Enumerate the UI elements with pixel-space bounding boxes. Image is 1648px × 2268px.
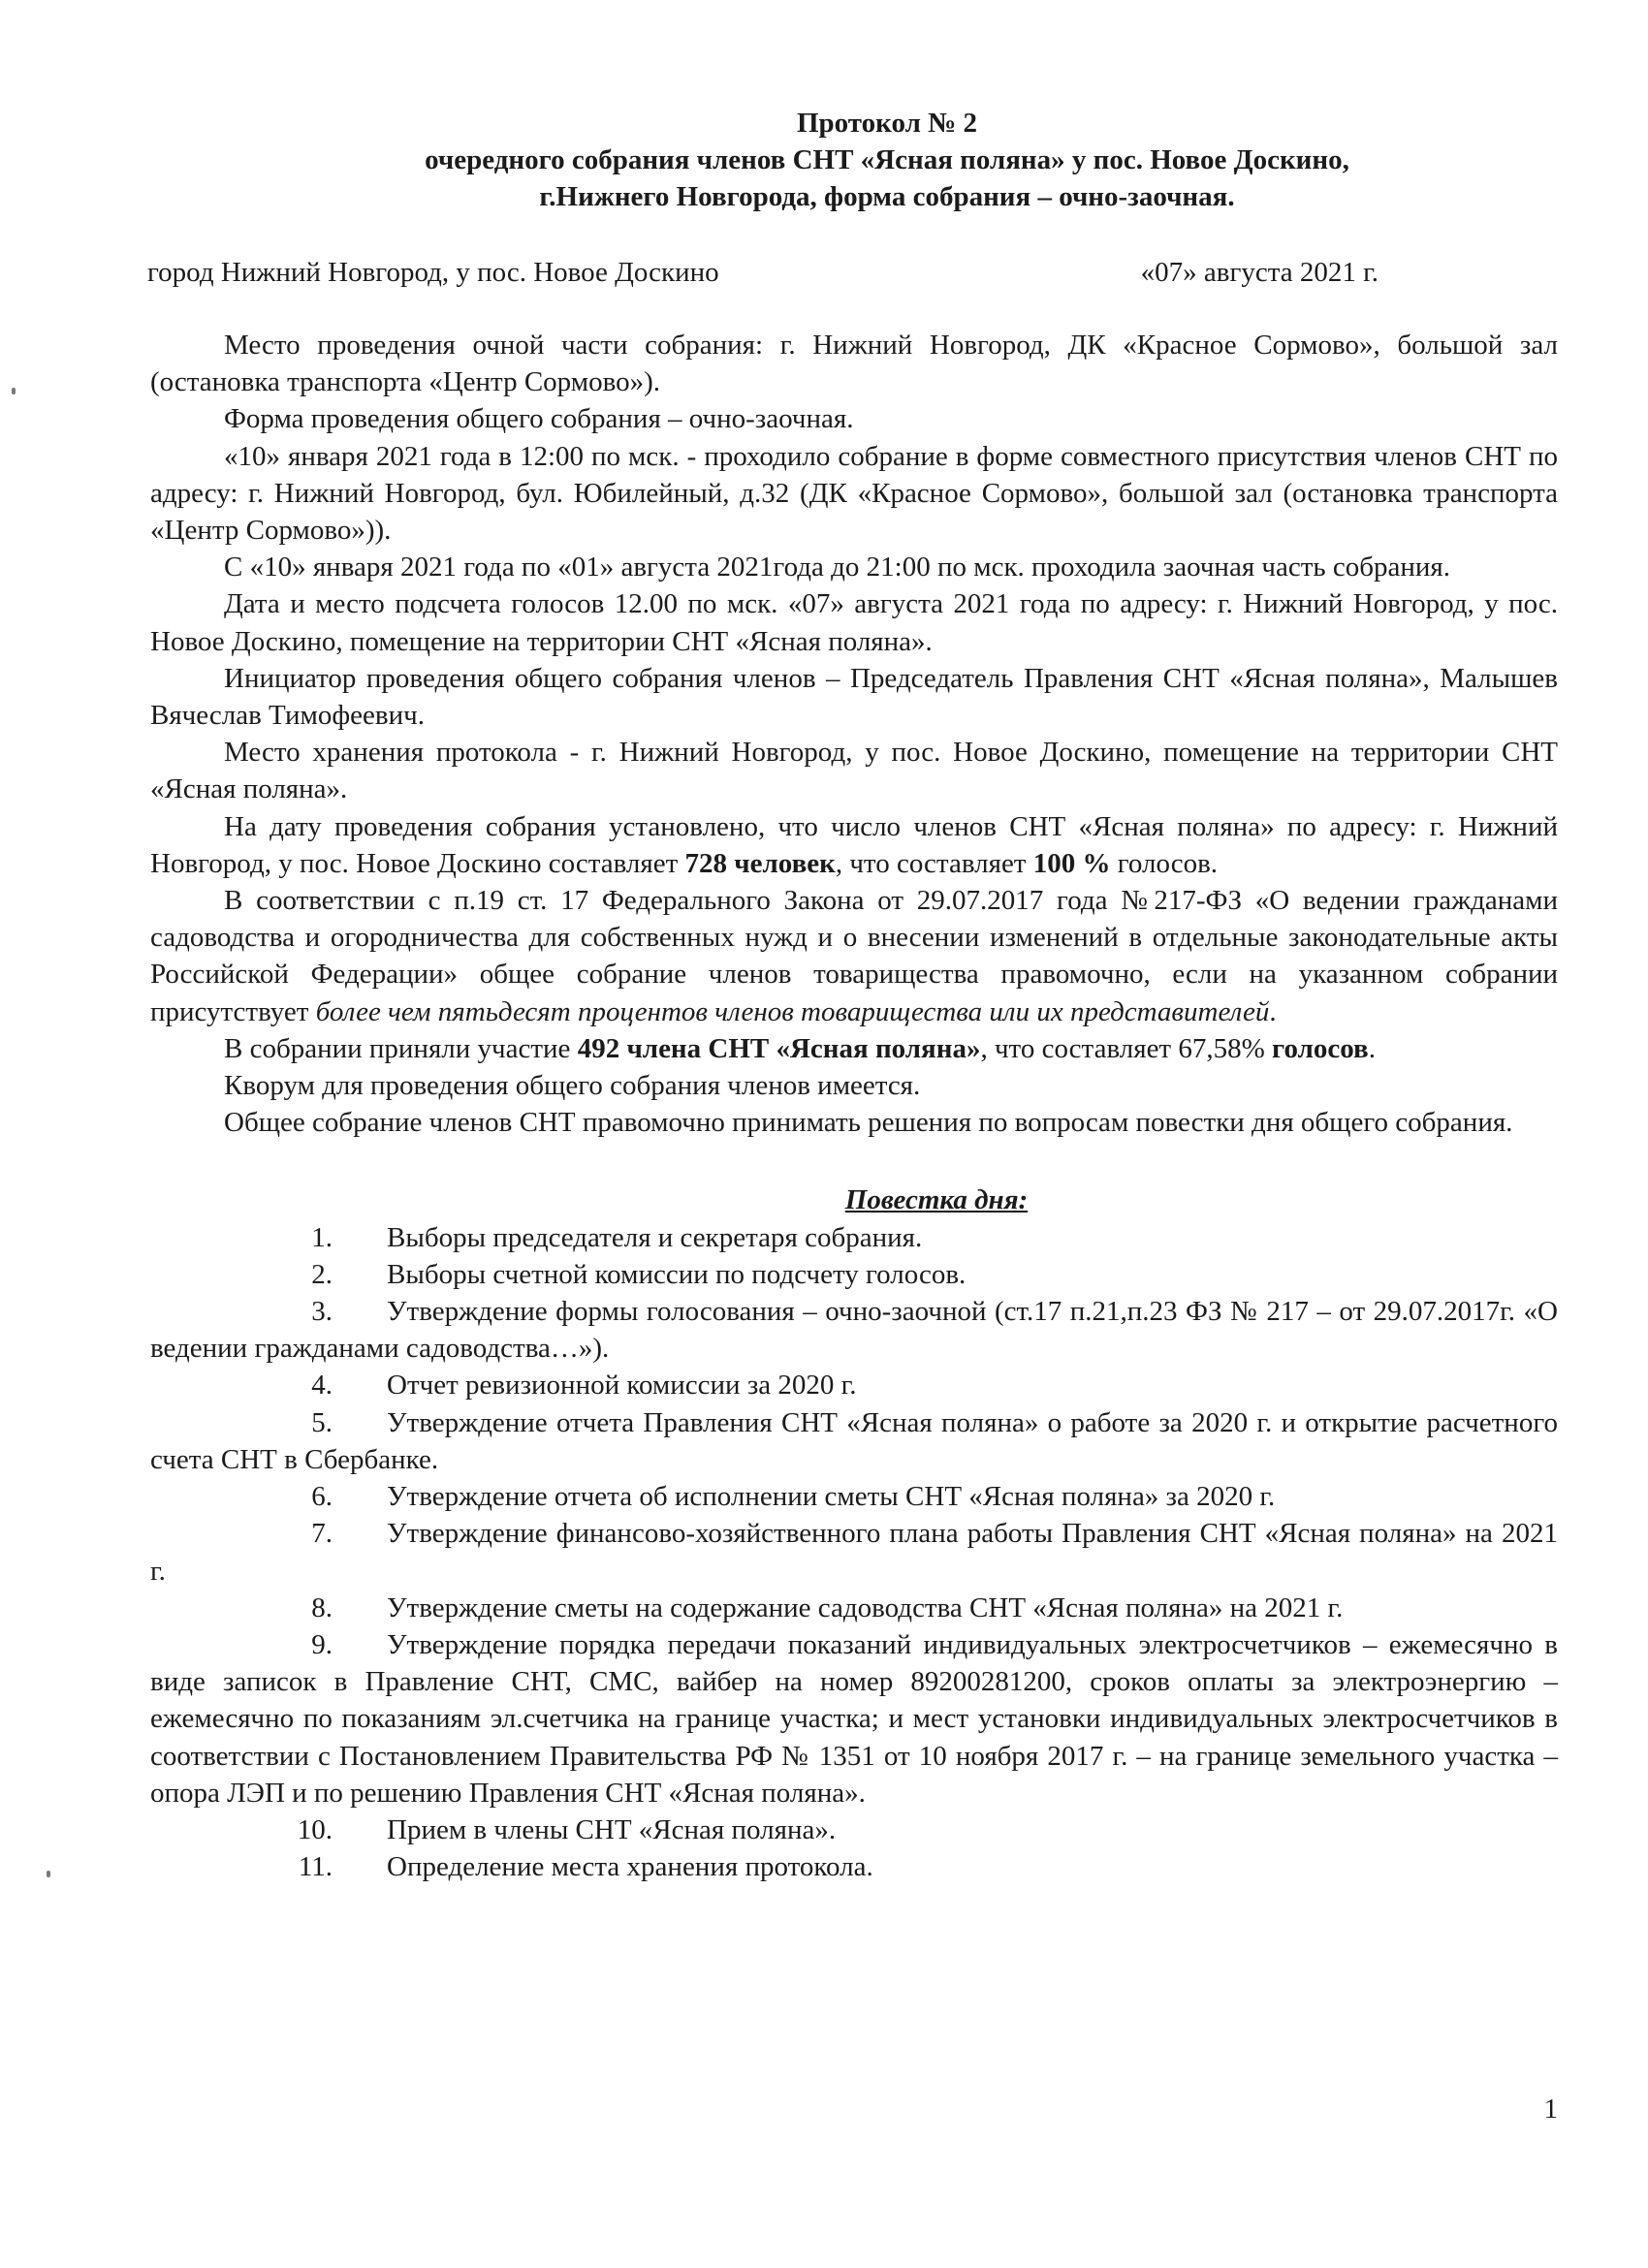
agenda-item [150, 1478, 1558, 1515]
paragraph-storage: Место хранения протокола - г. Нижний Новгород, у пос. Новое Доскино, помещение на территории СНТ «Ясная поляна». [150, 737, 1558, 805]
law-reference-end: . [1269, 995, 1277, 1027]
agenda-item-text: Определение места хранения протокола. [387, 1851, 873, 1883]
paragraph-member-count [150, 808, 1558, 882]
agenda-item [150, 1515, 1558, 1589]
paragraph-vote-count: Дата и место подсчета голосов 12.00 по мск. «07» августа 2021 года по адресу: г. Нижний Новгород, у пос. Новое Доскино, помещение на территории СНТ «Ясная поляна». [150, 588, 1558, 657]
paragraph-in-person-session: «10» января 2021 года в 12:00 по мск. - проходило собрание в форме совместного присутствия членов СНТ по адресу: г. Нижний Новгород, бул. Юбилейный, д.32 (ДК «Красное Сормово», большой зал (остановка транспорта «Центр Сормово»)). [150, 440, 1558, 547]
agenda-item [150, 1404, 1558, 1478]
member-count-text: На дату проведения собрания установлено, что число членов СНТ «Ясная поляна» по адресу: г. Нижний Новгород, у пос. Новое Доскино составляет [150, 810, 1558, 879]
agenda-item-text: Отчет ревизионной комиссии за 2020 г. [387, 1370, 857, 1402]
agenda-list [150, 1219, 1558, 1886]
agenda-item [150, 1626, 1558, 1811]
document-header [155, 105, 1619, 215]
law-reference-quorum: более чем пятьдесят процентов членов товарищества или их представителей [315, 995, 1270, 1027]
participants-end: . [1368, 1032, 1376, 1064]
paragraph-absentee-session: С «10» января 2021 года по «01» августа 2021года до 21:00 по мск. проходила заочная часть собрания. [224, 551, 1451, 583]
member-count-text-3: голосов. [1110, 847, 1219, 879]
agenda-item [150, 1293, 1558, 1367]
agenda-item-number: 1. [311, 1221, 333, 1253]
agenda-item-text: Утверждение отчета Правления СНТ «Ясная поляна» о работе за 2020 г. и открытие расчетного счета СНТ в Сбербанке. [150, 1406, 1558, 1475]
agenda-item-number: 7. [311, 1518, 333, 1550]
agenda-item-text: Утверждение сметы на содержание садоводства СНТ «Ясная поляна» на 2021 г. [387, 1591, 1344, 1623]
agenda-item-text: Выборы счетной комиссии по подсчету голосов. [387, 1258, 967, 1290]
agenda-item-number: 5. [311, 1406, 333, 1438]
agenda-item-text: Утверждение отчета об исполнении сметы СНТ «Ясная поляна» за 2020 г. [387, 1481, 1276, 1513]
paragraph-participants [150, 1030, 1558, 1067]
agenda-heading: Повестка дня: [844, 1184, 1029, 1216]
member-count-value: 728 человек [684, 847, 836, 879]
agenda-item-number: 6. [311, 1481, 333, 1513]
member-count-text-2: , что составляет [835, 847, 1033, 879]
agenda-item-text: Прием в члены СНТ «Ясная поляна». [387, 1813, 837, 1845]
paragraph-quorum: Кворум для проведения общего собрания членов имеется. [224, 1070, 921, 1102]
meeting-place: город Нижний Новгород, у пос. Новое Доскино [147, 257, 719, 288]
meeting-date: «07» августа 2021 г. [1140, 257, 1379, 288]
paragraph-initiator: Инициатор проведения общего собрания членов – Председатель Правления СНТ «Ясная поляна», Малышев Вячеслав Тимофеевич. [150, 662, 1558, 732]
agenda-item-text: Утверждение порядка передачи показаний индивидуальных электросчетчиков – ежемесячно в виде записок в Правление СНТ, СМС, вайбер на номер 89200281200, сроков оплаты за электроэнергию – ежемесячно по показаниям эл.счетчика на границе участка; и мест установки индивидуальных электросчетчиков в соответствии с Постановлением Правительства РФ № 1351 от 10 ноября 2017 г. – на границе земельного участка – опора ЛЭП и по решению Правления СНТ «Ясная поляна». [150, 1628, 1558, 1809]
agenda-item-number: 9. [311, 1628, 333, 1660]
agenda-item [150, 1590, 1558, 1626]
agenda-item-number: 2. [311, 1258, 333, 1290]
place-date-line [147, 254, 1379, 291]
paragraph-authority: Общее собрание членов СНТ правомочно принимать решения по вопросам повестки дня общего собрания. [224, 1107, 1513, 1139]
agenda-item [150, 1848, 1558, 1885]
scan-speck [47, 1871, 50, 1877]
document-body [150, 327, 1558, 1885]
agenda-item [150, 1219, 1558, 1256]
paragraph-form: Форма проведения общего собрания – очно-заочная. [224, 403, 854, 435]
participants-votes: голосов [1272, 1032, 1369, 1064]
protocol-title: Протокол № 2 [796, 108, 978, 139]
member-count-percent: 100 % [1032, 847, 1111, 879]
participants-count: 492 члена СНТ «Ясная поляна» [577, 1032, 981, 1064]
agenda-item-text: Утверждение формы голосования – очно-заочной (ст.17 п.21,п.23 ФЗ № 217 – от 29.07.2017г. «О ведении гражданами садоводства…»). [150, 1296, 1558, 1365]
law-reference-text: В соответствии с п.19 ст. 17 Федерального Закона от 29.07.2017 года №217-ФЗ «О ведении гражданами садоводства и огородничества для собственных нужд и о внесении изменений в отдельные законодательные акты Российской Федерации» общее собрание членов товарищества правомочно, если на указанном собрании присутствует [150, 885, 1558, 1027]
agenda-item [150, 1367, 1558, 1403]
agenda-item-number: 10. [297, 1813, 333, 1845]
paragraph-law-reference [150, 882, 1558, 1030]
agenda-item-text: Утверждение финансово-хозяйственного плана работы Правления СНТ «Ясная поляна» на 2021 г. [150, 1518, 1558, 1587]
page-number: 1 [1543, 2094, 1558, 2125]
agenda-item-number: 11. [298, 1851, 333, 1883]
agenda-item-number: 3. [311, 1296, 333, 1328]
agenda-item-number: 8. [311, 1591, 333, 1623]
protocol-subtitle-line-1: очередного собрания членов СНТ «Ясная поляна» у пос. Новое Доскино, [425, 144, 1349, 175]
protocol-subtitle-line-2: г.Нижнего Новгорода, форма собрания – очно-заочная. [539, 181, 1235, 212]
agenda-item [150, 1811, 1558, 1848]
agenda-item-number: 4. [311, 1370, 333, 1402]
agenda-item-text: Выборы председателя и секретаря собрания. [387, 1221, 923, 1253]
agenda-item [150, 1256, 1558, 1293]
paragraph-venue: Место проведения очной части собрания: г. Нижний Новгород, ДК «Красное Сормово», большой зал (остановка транспорта «Центр Сормово»). [150, 330, 1558, 398]
participants-text-2: , что составляет 67,58% [980, 1032, 1273, 1064]
participants-text: В собрании приняли участие [224, 1032, 578, 1064]
scan-speck [12, 388, 16, 394]
